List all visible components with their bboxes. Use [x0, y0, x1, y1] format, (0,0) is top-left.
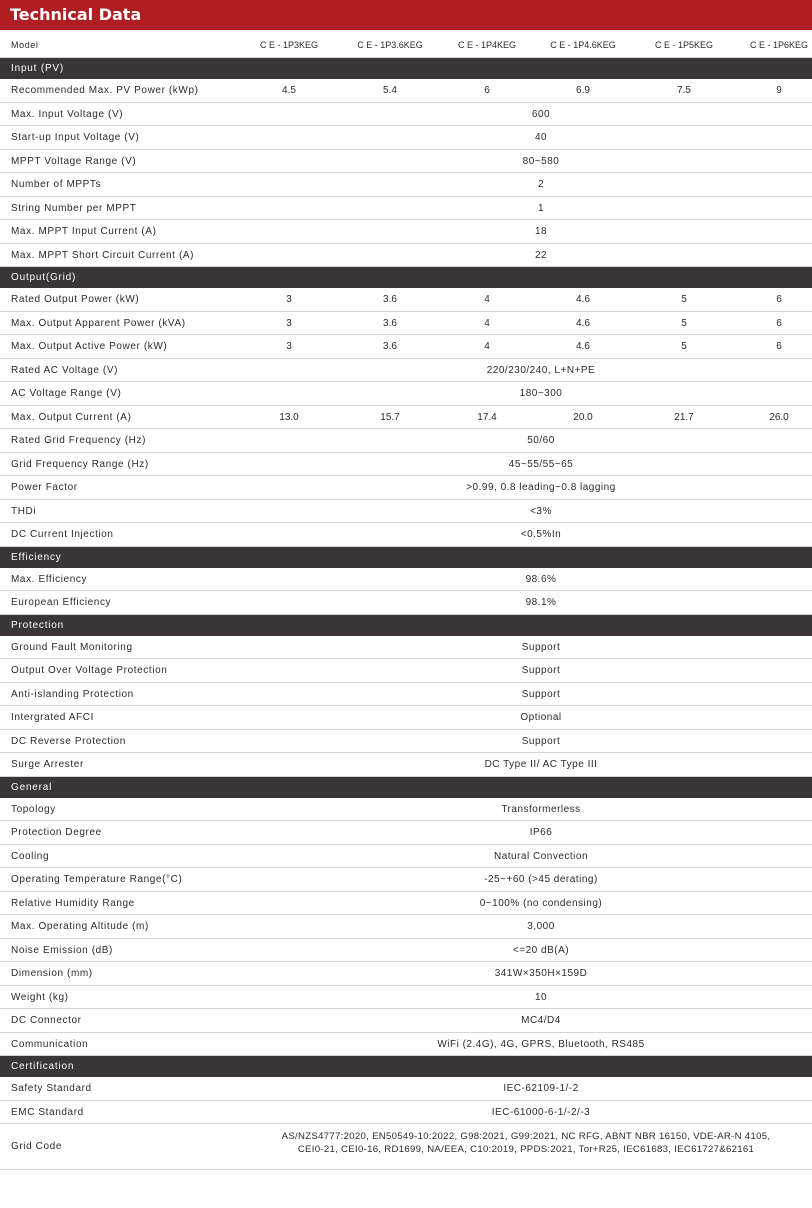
cell-value: 6: [776, 341, 782, 352]
section-title: Protection: [11, 619, 65, 631]
row-label: DC Current Injection: [11, 529, 114, 540]
table-row: [0, 429, 812, 453]
row-label: Max. MPPT Input Current (A): [11, 226, 157, 237]
cell-value: 3.6: [383, 294, 397, 305]
cell-value: Support: [521, 665, 561, 676]
row-label: Output Over Voltage Protection: [11, 665, 168, 676]
cell-value: IEC-62109-1/-2: [503, 1083, 579, 1094]
table-row: [0, 523, 812, 547]
row-label: THDi: [11, 505, 37, 517]
cell-value: 45~55/55~65: [508, 458, 574, 470]
table-row: [0, 126, 812, 150]
row-label: Max. Output Current (A): [11, 411, 132, 423]
section-title: Certification: [11, 1061, 75, 1072]
cell-value: <0.5%In: [520, 529, 562, 540]
model-column-header: C E - 1P4KEG: [457, 40, 517, 50]
table-row: [0, 453, 812, 477]
row-label: Relative Humidity Range: [11, 897, 135, 909]
table-row: [0, 476, 812, 500]
table-row: [0, 382, 812, 406]
table-row: [0, 288, 812, 312]
cell-value: 4: [484, 294, 490, 305]
cell-value: 6.9: [576, 85, 590, 96]
table-row: [0, 986, 812, 1010]
row-label: Surge Arrester: [11, 759, 84, 770]
cell-value: 3.6: [383, 341, 397, 352]
cell-value: >0.99, 0.8 leading~0.8 lagging: [466, 482, 616, 493]
section-header-general: [0, 777, 812, 798]
cell-value: 50/60: [527, 435, 555, 446]
table-row: [0, 915, 812, 939]
cell-value: 2: [537, 179, 545, 190]
cell-value: DC Type II/ AC Type III: [484, 759, 598, 770]
cell-value: 5: [681, 341, 687, 352]
cell-value: 6: [776, 294, 782, 305]
table-row: [0, 659, 812, 683]
section-title: Efficiency: [11, 551, 62, 563]
table-row: [0, 1077, 812, 1101]
table-row: [0, 79, 812, 103]
table-row: [0, 103, 812, 127]
table-row: [0, 591, 812, 615]
model-column-header: C E - 1P3KEG: [259, 40, 319, 50]
cell-value: 10: [534, 991, 548, 1003]
cell-value: 18: [534, 226, 548, 237]
table-row: [0, 821, 812, 845]
table-row: [0, 753, 812, 777]
cell-value: Optional: [520, 712, 562, 723]
section-header-efficiency: [0, 547, 812, 568]
row-label: Intergrated AFCI: [11, 712, 94, 723]
cell-value: <=20 dB(A): [512, 944, 570, 956]
row-label: Weight (kg): [11, 991, 69, 1003]
table-row: [0, 150, 812, 174]
table-row: [0, 568, 812, 592]
row-label: Max. MPPT Short Circuit Current (A): [11, 249, 195, 261]
cell-value: 0~100% (no condensing): [479, 897, 603, 909]
row-label: Cooling: [11, 850, 50, 862]
cell-value: 98.6%: [525, 573, 557, 585]
cell-value: 5: [681, 294, 687, 305]
cell-value: MC4/D4: [521, 1015, 561, 1026]
model-header-row: [0, 32, 812, 58]
cell-value: 98.1%: [525, 597, 557, 608]
model-column-header: C E - 1P5KEG: [654, 40, 714, 50]
cell-value: 17.4: [477, 411, 497, 423]
table-row: [0, 312, 812, 336]
table-row: [0, 1009, 812, 1033]
row-label: Noise Emission (dB): [11, 944, 113, 956]
row-label: Max. Efficiency: [11, 573, 88, 585]
table-row: [0, 683, 812, 707]
cell-value: -25~+60 (>45 derating): [484, 874, 598, 885]
table-row: [0, 406, 812, 430]
section-title: Input (PV): [11, 63, 65, 74]
section-title: Output(Grid): [11, 272, 77, 283]
row-label: Ground Fault Monitoring: [11, 641, 133, 653]
cell-value: Support: [521, 641, 561, 653]
row-label: String Number per MPPT: [11, 202, 137, 214]
cell-value: Natural Convection: [493, 850, 589, 862]
table-row: [0, 173, 812, 197]
cell-value: 7.5: [677, 85, 691, 96]
row-label: Model: [11, 40, 39, 50]
row-label: Safety Standard: [11, 1083, 92, 1094]
table-row: [0, 359, 812, 383]
cell-value: 3,000: [527, 921, 555, 932]
row-label: EMC Standard: [11, 1106, 84, 1118]
row-label: Communication: [11, 1038, 89, 1050]
cell-value: Transformerless: [501, 803, 581, 815]
table-row: [0, 220, 812, 244]
row-label: Max. Output Active Power (kW): [11, 341, 168, 352]
table-row: [0, 244, 812, 268]
section-header-protection: [0, 615, 812, 636]
cell-value: 4.6: [576, 317, 590, 329]
cell-value: 3: [286, 294, 292, 305]
table-row: [0, 500, 812, 524]
row-label: Start-up Input Voltage (V): [11, 132, 140, 143]
row-label: Operating Temperature Range(°C): [11, 874, 183, 885]
table-row: [0, 868, 812, 892]
cell-value: 40: [534, 132, 548, 143]
table-row: [0, 798, 812, 822]
cell-value: 20.0: [573, 411, 593, 423]
cell-value: 4: [484, 317, 490, 329]
row-label: AC Voltage Range (V): [11, 388, 122, 399]
cell-value: 600: [531, 108, 551, 120]
table-row: [0, 636, 812, 660]
cell-value: 341W×350H×159D: [494, 968, 588, 979]
cell-value: 5.4: [383, 85, 397, 96]
model-column-header: C E - 1P6KEG: [749, 40, 809, 50]
table-row: [0, 892, 812, 916]
model-column-header: C E - 1P4.6KEG: [550, 40, 616, 50]
table-row: [0, 939, 812, 963]
cell-value: 3: [286, 341, 292, 352]
row-label: Number of MPPTs: [11, 179, 102, 190]
grid-code-value: [240, 1130, 812, 1156]
row-label: Power Factor: [11, 482, 78, 493]
cell-value: 4.5: [282, 85, 296, 96]
section-header-output: [0, 267, 812, 288]
title-bar: [0, 0, 812, 30]
cell-value: 5: [681, 317, 687, 329]
row-label: Dimension (mm): [11, 968, 93, 979]
table-row: [0, 335, 812, 359]
row-label: Protection Degree: [11, 827, 102, 838]
cell-value: 6: [776, 317, 782, 329]
technical-data-table: [0, 32, 812, 1170]
row-label: Grid Code: [11, 1141, 62, 1152]
row-label: Rated AC Voltage (V): [11, 364, 119, 376]
page-title: Technical Data: [10, 5, 142, 24]
cell-value: IEC-61000-6-1/-2/-3: [491, 1106, 591, 1118]
row-label: Anti-islanding Protection: [11, 688, 134, 700]
cell-value: 4.6: [576, 294, 590, 305]
row-label: Rated Output Power (kW): [11, 294, 140, 305]
table-row: [0, 1033, 812, 1057]
table-row: [0, 730, 812, 754]
cell-value: Support: [521, 735, 561, 747]
cell-value: IP66: [529, 827, 553, 838]
cell-value: 22: [534, 249, 548, 261]
cell-value: 15.7: [380, 411, 400, 423]
row-label: Recommended Max. PV Power (kWp): [11, 85, 199, 96]
table-row: [0, 1101, 812, 1125]
row-label: Max. Operating Altitude (m): [11, 921, 149, 932]
row-label: Grid Frequency Range (Hz): [11, 458, 149, 470]
cell-value: 180~300: [519, 388, 563, 399]
table-row: [0, 962, 812, 986]
grid-code-line: AS/NZS4777:2020, EN50549-10:2022, G98:2021, G99:2021, NC RFG, ABNT NBR 16150, VDE-AR-N 4105,: [281, 1131, 771, 1142]
grid-code-line: CEI0-21, CEI0-16, RD1699, NA/EEA, C10:2019, PPDS:2021, Tor+R25, IEC61683, IEC61727&62161: [297, 1144, 755, 1155]
table-row: [0, 845, 812, 869]
cell-value: 80~580: [522, 155, 560, 167]
cell-value: Support: [521, 688, 561, 700]
cell-value: 4.6: [576, 341, 590, 352]
cell-value: 1: [537, 202, 545, 214]
row-label: European Efficiency: [11, 597, 112, 608]
section-header-certification: [0, 1056, 812, 1077]
model-column-header: C E - 1P3.6KEG: [357, 40, 423, 50]
row-label: Topology: [11, 803, 56, 815]
cell-value: 26.0: [769, 411, 789, 423]
table-row: [0, 706, 812, 730]
cell-value: 6: [484, 85, 490, 96]
row-label: MPPT Voltage Range (V): [11, 155, 137, 167]
cell-value: <3%: [530, 505, 552, 517]
row-label: DC Reverse Protection: [11, 735, 126, 747]
row-label: Max. Input Voltage (V): [11, 108, 124, 120]
table-row: [0, 1124, 812, 1170]
cell-value: 220/230/240, L+N+PE: [486, 364, 596, 376]
cell-value: 9: [776, 85, 782, 96]
cell-value: 13.0: [279, 411, 299, 423]
cell-value: 3: [286, 317, 292, 329]
table-row: [0, 197, 812, 221]
section-title: General: [11, 781, 53, 793]
cell-value: 3.6: [383, 317, 397, 329]
row-label: DC Connector: [11, 1015, 82, 1026]
cell-value: 4: [484, 341, 490, 352]
section-header-input: [0, 58, 812, 79]
cell-value: WiFi (2.4G), 4G, GPRS, Bluetooth, RS485: [437, 1038, 645, 1050]
row-label: Rated Grid Frequency (Hz): [11, 435, 147, 446]
row-label: Max. Output Apparent Power (kVA): [11, 317, 186, 329]
cell-value: 21.7: [674, 411, 694, 423]
